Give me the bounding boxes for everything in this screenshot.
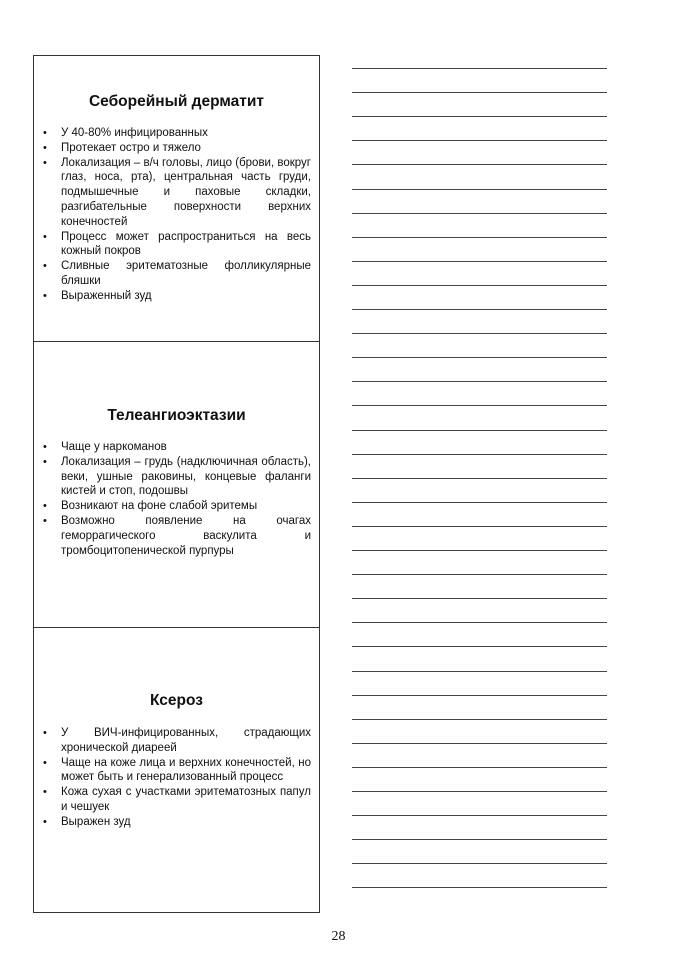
ruled-line bbox=[352, 574, 607, 575]
ruled-line bbox=[352, 430, 607, 431]
list-item: • У 40-80% инфицированных bbox=[42, 126, 311, 141]
ruled-line bbox=[352, 719, 607, 720]
ruled-line bbox=[352, 261, 607, 262]
ruled-line bbox=[352, 92, 607, 93]
section-xerosis bbox=[34, 628, 319, 912]
list-item: • Протекает остро и тяжело bbox=[42, 141, 311, 156]
ruled-line bbox=[352, 381, 607, 382]
list-item: • Сливные эритематозные фолликулярные бляшки bbox=[42, 259, 311, 289]
list-item: • Локализация – в/ч головы, лицо (брови, вокруг глаз, носа, рта), центральная часть груди, подмышечные и паховые складки, разгибательные поверхности верхних конечностей bbox=[42, 156, 311, 230]
notes-table bbox=[33, 55, 320, 913]
list-item: • Выражен зуд bbox=[42, 815, 311, 830]
bullet-list bbox=[42, 126, 311, 304]
ruled-line bbox=[352, 285, 607, 286]
note-lines-area bbox=[352, 68, 607, 913]
page-number: 28 bbox=[331, 929, 346, 944]
ruled-line bbox=[352, 405, 607, 406]
ruled-line bbox=[352, 502, 607, 503]
list-item: • Возможно появление на очагах геморрагического васкулита и тромбоцитопенической пурпуры bbox=[42, 514, 311, 558]
list-item: • Процесс может распространиться на весь кожный покров bbox=[42, 230, 311, 260]
list-item: • Чаще у наркоманов bbox=[42, 440, 311, 455]
bullet-list bbox=[42, 726, 311, 830]
ruled-line bbox=[352, 695, 607, 696]
ruled-line bbox=[352, 791, 607, 792]
ruled-line bbox=[352, 140, 607, 141]
ruled-line bbox=[352, 622, 607, 623]
ruled-line bbox=[352, 743, 607, 744]
list-item: • Чаще на коже лица и верхних конечностей, но может быть и генерализованный процесс bbox=[42, 756, 311, 786]
list-item: • Кожа сухая с участками эритематозных папул и чешуек bbox=[42, 785, 311, 815]
ruled-line bbox=[352, 598, 607, 599]
list-item: • Возникают на фоне слабой эритемы bbox=[42, 499, 311, 514]
ruled-line bbox=[352, 646, 607, 647]
bullet-list bbox=[42, 440, 311, 558]
ruled-line bbox=[352, 68, 607, 69]
ruled-line bbox=[352, 213, 607, 214]
ruled-line bbox=[352, 454, 607, 455]
list-item: • У ВИЧ-инфицированных, страдающих хронической диареей bbox=[42, 726, 311, 756]
section-title: Себорейный дерматит bbox=[88, 93, 265, 110]
ruled-line bbox=[352, 767, 607, 768]
ruled-line bbox=[352, 671, 607, 672]
ruled-line bbox=[352, 887, 607, 888]
ruled-line bbox=[352, 237, 607, 238]
ruled-line bbox=[352, 863, 607, 864]
ruled-line bbox=[352, 116, 607, 117]
ruled-line bbox=[352, 357, 607, 358]
list-item: • Выраженный зуд bbox=[42, 289, 311, 304]
ruled-line bbox=[352, 526, 607, 527]
ruled-line bbox=[352, 164, 607, 165]
section-title: Ксероз bbox=[150, 692, 203, 709]
ruled-line bbox=[352, 189, 607, 190]
list-item: • Локализация – грудь (надключичная область), веки, ушные раковины, концевые фаланги кистей и стоп, подошвы bbox=[42, 455, 311, 499]
section-title: Телеангиоэктазии bbox=[107, 407, 246, 424]
section-seborrheic-dermatitis bbox=[34, 56, 319, 342]
ruled-line bbox=[352, 839, 607, 840]
ruled-line bbox=[352, 478, 607, 479]
ruled-line bbox=[352, 815, 607, 816]
ruled-line bbox=[352, 333, 607, 334]
section-telangiectasia bbox=[34, 342, 319, 628]
ruled-line bbox=[352, 309, 607, 310]
ruled-line bbox=[352, 550, 607, 551]
